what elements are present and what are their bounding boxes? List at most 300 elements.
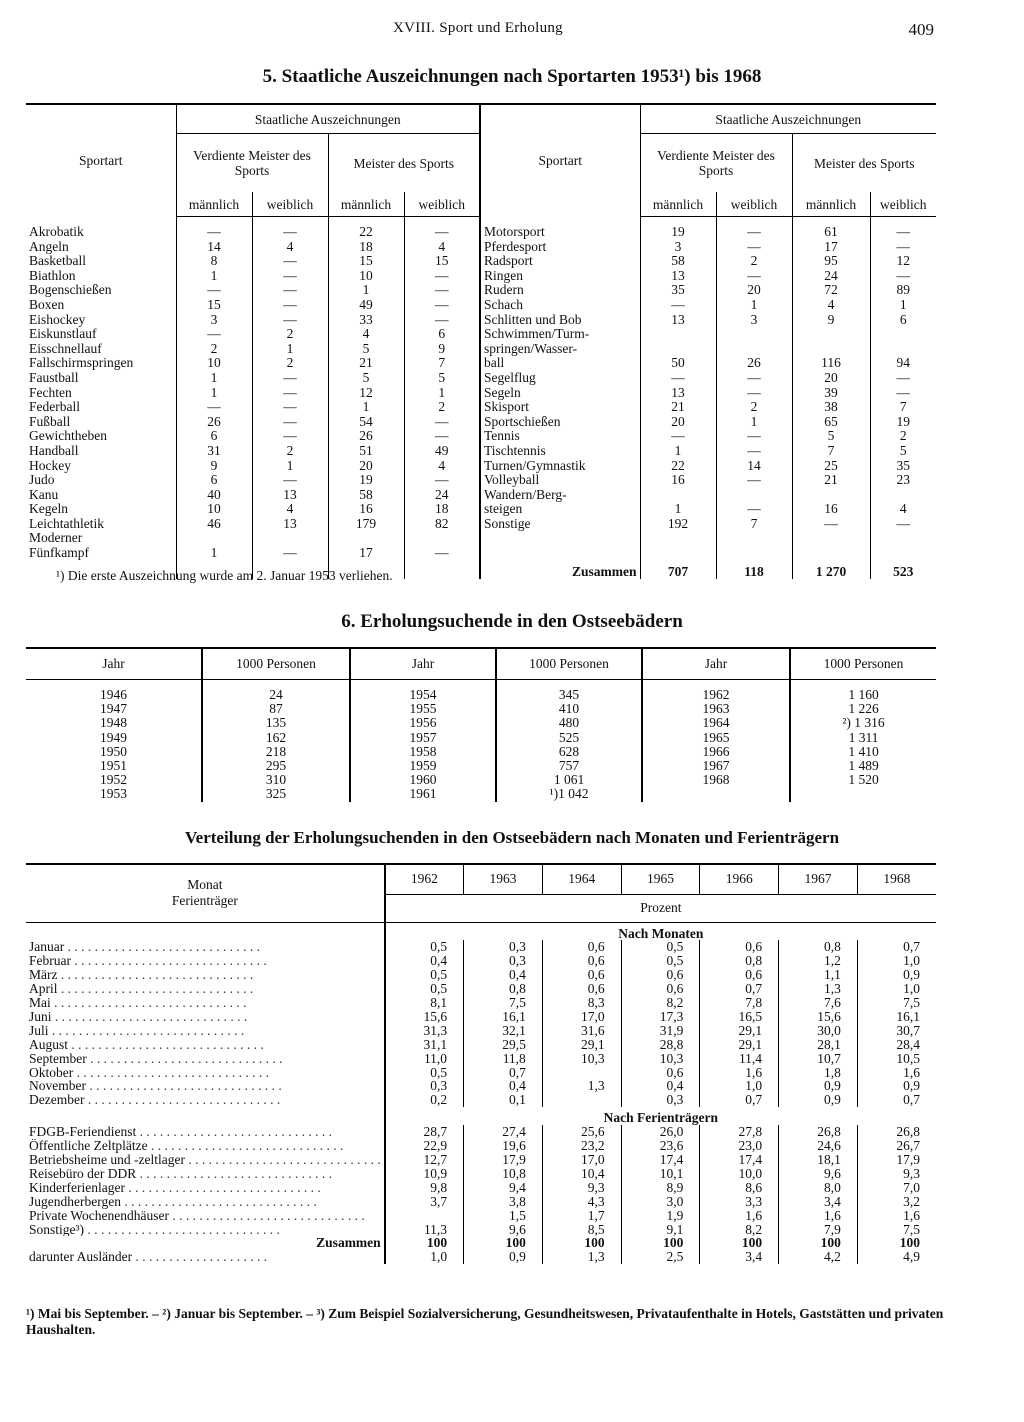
value-cell	[640, 488, 716, 503]
year-cell: 1950	[100, 743, 127, 759]
value-cell: 10,8	[464, 1167, 543, 1181]
value-cell: 0,8	[700, 954, 779, 968]
total-value: 1 270	[792, 561, 870, 580]
value-cell: 19	[640, 217, 716, 240]
value-cell: 10	[328, 269, 404, 284]
value-cell: 2	[716, 254, 792, 269]
value-cell: 28,8	[621, 1038, 700, 1052]
sport-label: Federball	[29, 399, 80, 415]
value-cell: 65	[792, 415, 870, 430]
year-cell: 1962	[642, 680, 790, 703]
table-row	[26, 680, 936, 703]
total-value: 100	[464, 1236, 543, 1250]
value-cell: —	[870, 240, 936, 255]
table-row	[26, 1223, 936, 1237]
value-cell: —	[870, 269, 936, 284]
table7	[26, 863, 936, 1264]
value-cell: 17	[328, 546, 404, 561]
table-row	[26, 1010, 936, 1024]
year-1966: 1966	[700, 864, 779, 894]
table-row	[26, 269, 936, 284]
value-cell: 29,1	[700, 1024, 779, 1038]
value-cell: —	[716, 217, 792, 240]
value-cell: 2	[716, 400, 792, 415]
value-cell: 5	[328, 371, 404, 386]
value-cell: 1	[640, 502, 716, 517]
empty-cell	[404, 561, 480, 580]
year-cell: 1957	[350, 731, 496, 745]
value-cell: 3	[716, 313, 792, 328]
table-row	[26, 473, 936, 488]
row-label-text: Januar	[29, 940, 65, 955]
value-cell: 30,7	[857, 1024, 936, 1038]
value-cell: —	[716, 502, 792, 517]
value-cell: 18	[404, 502, 480, 517]
sport-label: Basketball	[29, 253, 86, 269]
value-cell: 8,0	[779, 1181, 858, 1195]
value-cell: 17	[792, 240, 870, 255]
value-cell: 7	[404, 356, 480, 371]
value-cell: 17,4	[700, 1153, 779, 1167]
persons-cell: ²) 1 316	[790, 716, 936, 730]
row-label	[26, 1024, 385, 1038]
table-row	[26, 327, 936, 342]
value-cell: 27,8	[700, 1125, 779, 1139]
value-cell: 4,3	[542, 1195, 621, 1209]
col-verdiente-left: Verdiente Meister des Sports	[176, 134, 328, 193]
value-cell: 0,5	[385, 968, 464, 982]
value-cell: 1,3	[542, 1079, 621, 1093]
total-value: 100	[700, 1236, 779, 1250]
value-cell: 0,9	[857, 1079, 936, 1093]
value-cell: 1	[176, 269, 252, 284]
value-cell	[716, 342, 792, 357]
value-cell: —	[716, 386, 792, 401]
sport-label: Segeln	[480, 386, 640, 401]
year-cell: 1946	[100, 687, 127, 702]
sport-label: Turnen/Gymnastik	[480, 459, 640, 474]
section-nach-monaten-label: Nach Monaten	[385, 922, 936, 940]
value-cell	[252, 531, 328, 546]
value-cell: —	[252, 429, 328, 444]
table-row	[26, 502, 936, 517]
value-cell: 0,4	[621, 1079, 700, 1093]
section-nach-ferientraegern-label: Nach Ferienträgern	[385, 1107, 936, 1125]
row-label-text: September	[29, 1051, 87, 1066]
value-cell: 1	[404, 386, 480, 401]
value-cell: 10,3	[621, 1052, 700, 1066]
value-cell: 0,7	[700, 982, 779, 996]
table-row	[26, 400, 936, 415]
row-label-text: Juni	[29, 1009, 52, 1024]
leader-dots: . . . . . . . . . . . . . . . . . . . . . . . . . . . . .	[84, 1093, 281, 1108]
value-cell: —	[404, 269, 480, 284]
value-cell: 0,6	[700, 968, 779, 982]
value-cell: —	[716, 240, 792, 255]
table-row	[26, 1167, 936, 1181]
value-cell: 0,5	[385, 982, 464, 996]
value-cell: 4	[792, 298, 870, 313]
value-cell: 11,4	[700, 1052, 779, 1066]
col-m: männlich	[640, 192, 716, 217]
value-cell: 9	[176, 459, 252, 474]
value-cell: 0,6	[542, 940, 621, 954]
value-cell: 16,5	[700, 1010, 779, 1024]
table-row	[26, 254, 936, 269]
table-row	[26, 968, 936, 982]
value-cell: 0,8	[464, 982, 543, 996]
value-cell: 1	[870, 298, 936, 313]
leader-dots: . . . . . . . . . . . . . . . . . . . . . . . . . . . . .	[68, 1037, 264, 1052]
value-cell: 1	[328, 400, 404, 415]
sport-label: steigen	[480, 502, 640, 517]
value-cell: 26	[716, 356, 792, 371]
value-cell: 4,9	[857, 1250, 936, 1264]
persons-cell: 24	[202, 680, 350, 703]
value-cell: 0,8	[779, 940, 858, 954]
value-cell: 22	[328, 217, 404, 240]
empty-cell	[640, 531, 716, 546]
value-cell: 11,3	[385, 1223, 464, 1237]
row-label-text: darunter Ausländer	[29, 1250, 133, 1265]
value-cell: 24,6	[779, 1139, 858, 1153]
col-w: weiblich	[252, 192, 328, 217]
value-cell: 19	[870, 415, 936, 430]
col-personen: 1000 Personen	[496, 648, 642, 680]
value-cell: 13	[252, 517, 328, 532]
value-cell: 32,1	[464, 1024, 543, 1038]
sport-label: Handball	[29, 442, 79, 458]
value-cell: 3	[640, 240, 716, 255]
year-1967: 1967	[779, 864, 858, 894]
value-cell: 2	[870, 429, 936, 444]
value-cell: 17,0	[542, 1010, 621, 1024]
row-label	[26, 982, 385, 996]
table-row	[26, 1024, 936, 1038]
table-row	[26, 1153, 936, 1167]
col-jahr: Jahr	[642, 648, 790, 680]
value-cell: 1,0	[385, 1250, 464, 1264]
value-cell: —	[870, 217, 936, 240]
value-cell: 25	[792, 459, 870, 474]
empty-cell	[716, 531, 792, 546]
value-cell: 12,7	[385, 1153, 464, 1167]
leader-dots: . . . . . . . . . . . . . . . . . . . . . . . . . . . . .	[85, 1079, 282, 1094]
table-row	[26, 1181, 936, 1195]
value-cell: 6	[870, 313, 936, 328]
leader-dots: . . . . . . . . . . . . . . . . . . . . . . . . . . . . .	[86, 1051, 283, 1066]
value-cell: 23,2	[542, 1139, 621, 1153]
value-cell: 20	[792, 371, 870, 386]
table-row	[26, 283, 936, 298]
value-cell: —	[792, 517, 870, 532]
value-cell: 21	[792, 473, 870, 488]
value-cell: —	[252, 473, 328, 488]
total-value: 100	[857, 1236, 936, 1250]
total-label: Zusammen	[480, 561, 640, 580]
sport-label: Faustball	[29, 369, 79, 385]
row-label-text: Betriebsheime und -zeltlager	[29, 1153, 185, 1167]
sport-label: Sportschießen	[480, 415, 640, 430]
value-cell: 31,9	[621, 1024, 700, 1038]
value-cell	[328, 531, 404, 546]
value-cell: 16	[328, 502, 404, 517]
year-cell: 1961	[350, 787, 496, 801]
value-cell: 1,0	[857, 982, 936, 996]
value-cell: —	[252, 313, 328, 328]
value-cell: 7,5	[857, 996, 936, 1010]
value-cell: 54	[328, 415, 404, 430]
value-cell: 9,8	[385, 1181, 464, 1195]
row-label	[26, 1167, 385, 1181]
value-cell: 0,4	[385, 954, 464, 968]
leader-dots: . . . . . . . . . . . . . . . . . . . . . . . . . . . . .	[169, 1208, 365, 1223]
table-row	[26, 731, 936, 745]
value-cell: 18,1	[779, 1153, 858, 1167]
empty-cell	[642, 787, 790, 801]
value-cell: 89	[870, 283, 936, 298]
value-cell: 1,0	[857, 954, 936, 968]
value-cell	[792, 342, 870, 357]
year-cell: 1963	[642, 702, 790, 716]
value-cell: 6	[176, 473, 252, 488]
value-cell: 72	[792, 283, 870, 298]
value-cell: 21	[640, 400, 716, 415]
value-cell: 25,6	[542, 1125, 621, 1139]
table-row	[26, 444, 936, 459]
total-value: 100	[385, 1236, 464, 1250]
value-cell: 0,3	[464, 954, 543, 968]
value-cell: 2	[252, 444, 328, 459]
leader-dots: . . . . . . . . . . . . . . . . . . . . . . . . . . . . .	[57, 968, 254, 983]
leader-dots: . . . . . . . . . . . . . . . . . . . . . . . . . . . . .	[70, 954, 267, 969]
sport-label: Skisport	[480, 400, 640, 415]
value-cell: —	[252, 283, 328, 298]
value-cell: 9	[792, 313, 870, 328]
table-row	[26, 1195, 936, 1209]
table-row	[26, 745, 936, 759]
row-label	[26, 1153, 385, 1167]
value-cell: 8,5	[542, 1223, 621, 1237]
value-cell: 13	[640, 313, 716, 328]
value-cell: 1	[176, 386, 252, 401]
value-cell: 26,7	[857, 1139, 936, 1153]
year-cell: 1966	[642, 745, 790, 759]
sport-label: Eishockey	[29, 311, 86, 327]
value-cell: 116	[792, 356, 870, 371]
value-cell: 7,9	[779, 1223, 858, 1237]
value-cell: 10,4	[542, 1167, 621, 1181]
value-cell: 15	[404, 254, 480, 269]
value-cell: 15	[176, 298, 252, 313]
value-cell: 10,1	[621, 1167, 700, 1181]
value-cell: 1,2	[779, 954, 858, 968]
value-cell: 23	[870, 473, 936, 488]
year-cell: 1968	[642, 773, 790, 787]
value-cell: 58	[640, 254, 716, 269]
value-cell: 30,0	[779, 1024, 858, 1038]
value-cell: 12	[328, 386, 404, 401]
value-cell: 0,6	[700, 940, 779, 954]
table-row	[26, 773, 936, 787]
persons-cell: ¹)1 042	[496, 787, 642, 801]
empty-cell	[792, 546, 870, 561]
value-cell: —	[176, 217, 252, 240]
value-cell: 20	[328, 459, 404, 474]
value-cell: 0,4	[464, 968, 543, 982]
value-cell: 7,5	[857, 1223, 936, 1237]
total-row	[26, 1236, 936, 1250]
table-row	[26, 298, 936, 313]
row-label	[26, 1139, 385, 1153]
value-cell: 33	[328, 313, 404, 328]
table6	[26, 647, 936, 802]
value-cell: 5	[404, 371, 480, 386]
year-cell: 1955	[350, 702, 496, 716]
value-cell: 26,0	[621, 1125, 700, 1139]
persons-cell: 345	[496, 680, 642, 703]
value-cell: 5	[792, 429, 870, 444]
value-cell: 16,1	[464, 1010, 543, 1024]
year-cell: 1949	[100, 729, 127, 745]
sport-label: Tennis	[480, 429, 640, 444]
row-label	[26, 1250, 385, 1264]
value-cell: 0,7	[700, 1093, 779, 1107]
sport-label: Schach	[480, 298, 640, 313]
sport-label: Fünfkampf	[29, 545, 89, 561]
year-cell: 1954	[350, 680, 496, 703]
value-cell: 4	[328, 327, 404, 342]
total-value: 100	[542, 1236, 621, 1250]
value-cell: 9,1	[621, 1223, 700, 1237]
value-cell: 0,6	[542, 982, 621, 996]
value-cell: 58	[328, 488, 404, 503]
col-verdiente-right: Verdiente Meister des Sports	[640, 134, 792, 193]
value-cell: 1	[716, 298, 792, 313]
page-number: 409	[908, 20, 934, 39]
col-w: weiblich	[404, 192, 480, 217]
empty-cell	[480, 531, 640, 546]
value-cell: 7	[870, 400, 936, 415]
value-cell: 13	[640, 269, 716, 284]
row-label	[26, 940, 385, 954]
table-row	[26, 488, 936, 503]
value-cell: 3,8	[464, 1195, 543, 1209]
row-label	[26, 1093, 385, 1107]
value-cell: 7,8	[700, 996, 779, 1010]
value-cell: 17,4	[621, 1153, 700, 1167]
value-cell: —	[870, 386, 936, 401]
leader-dots: . . . . . . . . . . . . . . . . . . . . . . . . . . . . .	[184, 1153, 381, 1167]
table6-title: 6. Erholungsuchende in den Ostseebädern	[341, 611, 683, 632]
table5-footnote: ¹) Die erste Auszeichnung wurde am 2. Januar 1953 verliehen.	[56, 568, 393, 583]
row-label-text: Jugendherbergen	[29, 1194, 121, 1209]
value-cell: 4,2	[779, 1250, 858, 1264]
value-cell: 17,9	[857, 1153, 936, 1167]
value-cell: 1,6	[700, 1209, 779, 1223]
value-cell: 15,6	[779, 1010, 858, 1024]
value-cell	[792, 488, 870, 503]
value-cell	[640, 327, 716, 342]
col-group-left: Staatliche Auszeichnungen	[176, 104, 480, 134]
value-cell: 1,3	[542, 1250, 621, 1264]
leader-dots: . . . . . . . . . . . . . . . . . . . . . . . . . . . . .	[124, 1180, 321, 1195]
row-label-text: FDGB-Feriendienst	[29, 1125, 137, 1140]
table-row	[26, 313, 936, 328]
value-cell: 10,9	[385, 1167, 464, 1181]
value-cell: 26	[328, 429, 404, 444]
value-cell: 3,4	[779, 1195, 858, 1209]
value-cell: 10	[176, 356, 252, 371]
leader-dots: . . . . . . . . . . . . . . . . . . . .	[132, 1250, 268, 1265]
value-cell: 7,6	[779, 996, 858, 1010]
table-row	[26, 1093, 936, 1107]
table-row	[26, 716, 936, 730]
total-label: Zusammen	[316, 1235, 381, 1251]
value-cell: 1,6	[857, 1209, 936, 1223]
value-cell: 29,1	[542, 1038, 621, 1052]
value-cell: —	[716, 473, 792, 488]
value-cell	[404, 531, 480, 546]
leader-dots: . . . . . . . . . . . . . . . . . . . . . . . . . . . . .	[120, 1194, 317, 1209]
row-label	[26, 954, 385, 968]
value-cell	[542, 1066, 621, 1080]
value-cell: 19,6	[464, 1139, 543, 1153]
table-row	[26, 1052, 936, 1066]
value-cell: 28,7	[385, 1125, 464, 1139]
persons-cell: 1 311	[790, 731, 936, 745]
page-header	[0, 20, 1024, 42]
value-cell: 1,3	[779, 982, 858, 996]
value-cell: 10,0	[700, 1167, 779, 1181]
value-cell: 7,0	[857, 1181, 936, 1195]
table-row	[26, 517, 936, 532]
value-cell: 0,6	[542, 954, 621, 968]
table-row	[26, 1125, 936, 1139]
sport-label: Radsport	[480, 254, 640, 269]
table-row	[26, 371, 936, 386]
value-cell: 0,5	[385, 940, 464, 954]
value-cell: 0,7	[857, 1093, 936, 1107]
leader-dots: . . . . . . . . . . . . . . . . . . . . . . . . . . . . .	[147, 1139, 344, 1153]
col-jahr: Jahr	[350, 648, 496, 680]
year-cell: 1960	[350, 773, 496, 787]
leader-dots: . . . . . . . . . . . . . . . . . . . . . . . . . . . . .	[136, 1166, 332, 1181]
value-cell: 95	[792, 254, 870, 269]
value-cell: 13	[640, 386, 716, 401]
value-cell: 0,4	[464, 1079, 543, 1093]
value-cell: 9	[404, 342, 480, 357]
value-cell: 0,9	[857, 968, 936, 982]
value-cell: 3,2	[857, 1195, 936, 1209]
value-cell: 61	[792, 217, 870, 240]
value-cell	[716, 327, 792, 342]
value-cell	[176, 531, 252, 546]
year-1962: 1962	[385, 864, 464, 894]
table-row	[26, 429, 936, 444]
year-cell: 1951	[100, 758, 127, 774]
value-cell: 46	[176, 517, 252, 532]
value-cell	[870, 327, 936, 342]
value-cell: 17,9	[464, 1153, 543, 1167]
value-cell: 50	[640, 356, 716, 371]
value-cell: 1,6	[779, 1209, 858, 1223]
persons-cell: 310	[202, 773, 350, 787]
value-cell: 2	[404, 400, 480, 415]
value-cell: 7,5	[464, 996, 543, 1010]
value-cell: 15,6	[385, 1010, 464, 1024]
table-row	[26, 954, 936, 968]
